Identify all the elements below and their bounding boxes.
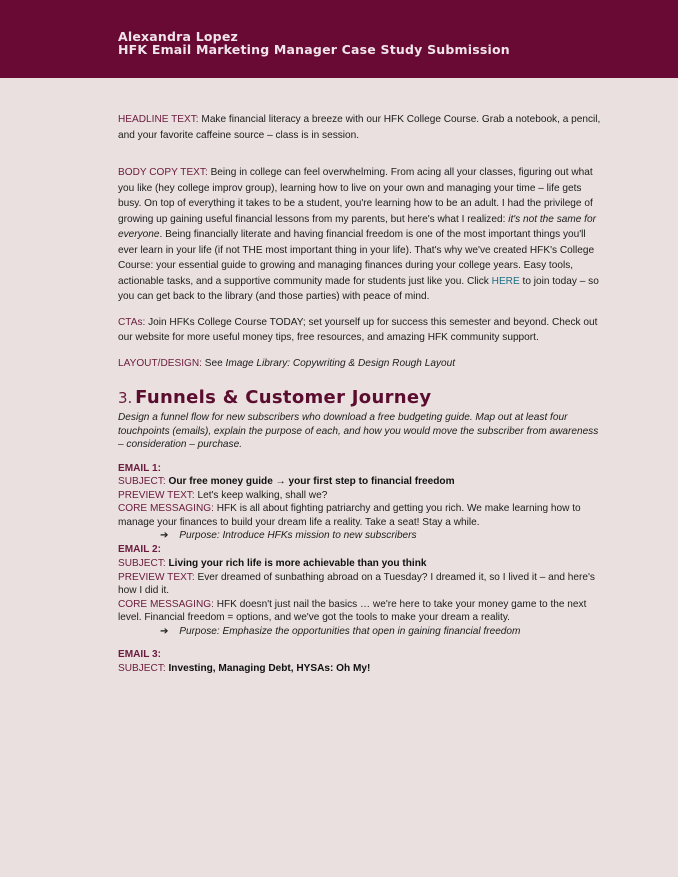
email-label: EMAIL 1: xyxy=(118,462,161,474)
core-label: CORE MESSAGING: xyxy=(118,598,214,610)
email-purpose xyxy=(118,625,602,639)
email-preview-line xyxy=(118,571,602,598)
subject-label: SUBJECT: xyxy=(118,662,166,674)
email-label: EMAIL 3: xyxy=(118,649,161,661)
ctas-paragraph xyxy=(118,315,602,346)
preview-text: Ever dreamed of sunbathing abroad on a Tuesday? I dreamed it, so I lived it – and here's how I did it. xyxy=(118,571,595,597)
section-number: 3. xyxy=(118,389,133,407)
core-text: HFK is all about fighting patriarchy and getting you rich. We make learning how to manage your finances to build your dream life a reality. Take a seat! Stay a while. xyxy=(118,503,581,528)
ctas-text: Join HFKs College Course TODAY; set yourself up for success this semester and beyond. Check out our website for more useful money tips, free resources, and amazing HFK community support. xyxy=(118,316,598,343)
email-block-2 xyxy=(118,543,602,639)
section-title: Funnels & Customer Journey xyxy=(135,387,432,408)
header-banner xyxy=(0,0,678,78)
subject-text: Our free money guide → your first step to financial freedom xyxy=(168,476,455,488)
body-copy-part1: Being in college can feel overwhelming. From acing all your classes, figuring out what you like (hey college improv group), learning how to live on your own and managing your time – life gets busy. On top of everything it takes to be a student, you're learning how to be an adult. I had the privilege of growing up gaining useful financial lessons from my parents, but here's what I realized: xyxy=(118,167,593,225)
subject-label: SUBJECT: xyxy=(118,558,166,570)
email-block-3 xyxy=(118,648,602,675)
body-copy-part2: . Being financially literate and having financial freedom is one of the most important things you'll ever learn in your life (if not THE most important thing in your life). That's why we've created HFK's College Course: your essential guide to growing and managing finances during your college years. Easy tools, actionable tasks, and a supportive community made for students just like you. Click xyxy=(118,229,595,287)
layout-reference: Image Library: Copywriting & Design Rough Layout xyxy=(225,357,456,369)
purpose-text: Purpose: Emphasize the opportunities that open in gaining financial freedom xyxy=(179,626,521,638)
preview-label: PREVIEW TEXT: xyxy=(118,571,195,583)
ctas-label: CTAs: xyxy=(118,316,146,328)
headline-label: HEADLINE TEXT: xyxy=(118,114,199,125)
layout-prefix: See xyxy=(204,357,223,369)
author-name: Alexandra Lopez xyxy=(118,29,238,44)
subject-label: SUBJECT: xyxy=(118,476,166,488)
section-heading xyxy=(118,385,602,411)
arrow-icon: ➔ xyxy=(160,626,169,638)
headline-text: Make financial literacy a breeze with our HFK College Course. Grab a notebook, a pencil, and your favorite caffeine source – class is in session. xyxy=(118,114,601,141)
core-label: CORE MESSAGING: xyxy=(118,503,214,515)
headline-paragraph xyxy=(118,112,602,143)
body-copy-paragraph xyxy=(118,165,602,305)
email-label: EMAIL 2: xyxy=(118,544,161,556)
subject-text: Investing, Managing Debt, HYSAs: Oh My! xyxy=(168,662,371,674)
arrow-icon: ➔ xyxy=(160,530,169,542)
core-text: HFK doesn't just nail the basics … we're here to take your money game to the next level. Financial freedom = options, and we've got the tools to make your dream a reality. xyxy=(118,598,587,624)
layout-label: LAYOUT/DESIGN: xyxy=(118,357,202,369)
email-preview-line xyxy=(118,489,602,503)
preview-label: PREVIEW TEXT: xyxy=(118,489,195,501)
document-body xyxy=(118,112,602,675)
body-copy-label: BODY COPY TEXT: xyxy=(118,167,208,178)
email-core-line xyxy=(118,598,602,625)
body-copy-emphasis: it's not the same for everyone xyxy=(118,213,596,240)
subject-text: Living your rich life is more achievable than you think xyxy=(168,558,427,570)
email-block-1 xyxy=(118,462,602,544)
body-copy-part3: to join today – so you can get back to the library (and those parties) with peace of mind. xyxy=(118,275,599,302)
email-core-line xyxy=(118,502,602,529)
layout-paragraph xyxy=(118,356,602,372)
join-link[interactable]: HERE xyxy=(491,275,520,287)
email-purpose xyxy=(118,529,602,543)
preview-text: Let's keep walking, shall we? xyxy=(197,489,328,501)
email-subject-line xyxy=(118,557,602,571)
submission-title: HFK Email Marketing Manager Case Study Submission xyxy=(118,42,510,57)
email-subject-line xyxy=(118,475,602,489)
section-intro: Design a funnel flow for new subscribers who download a free budgeting guide. Map out at least four touchpoints (emails), explain the purpose of each, and how you would move the subscriber from awareness – consideration – purchase. xyxy=(118,412,599,450)
email-subject-line xyxy=(118,662,602,676)
purpose-text: Purpose: Introduce HFKs mission to new subscribers xyxy=(179,530,417,542)
